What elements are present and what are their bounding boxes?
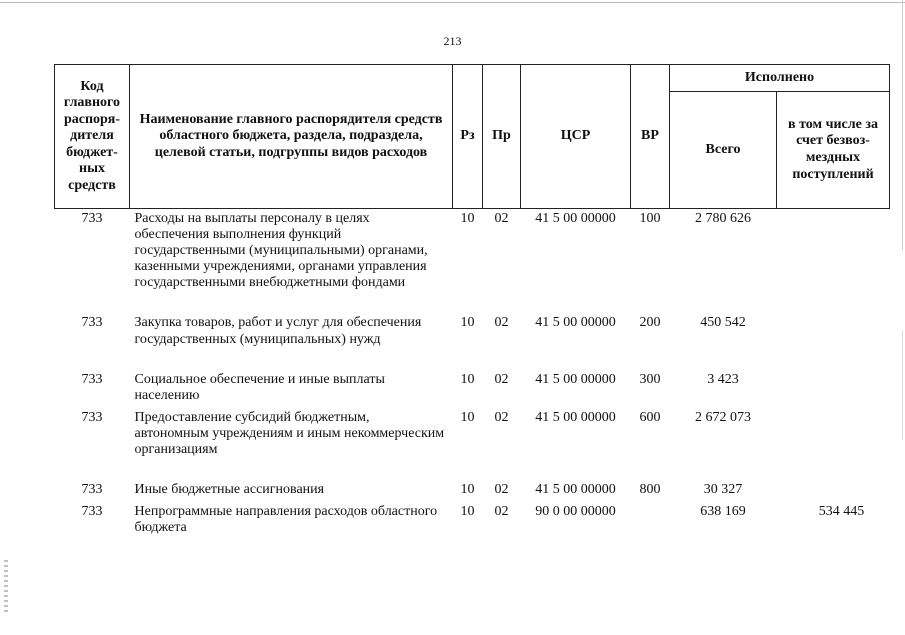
row-code: 733 — [81, 211, 103, 226]
row-code: 733 — [81, 482, 103, 498]
row-name: Непрограммные направления расходов областного бюджета — [134, 504, 438, 536]
row-vr: 200 — [639, 315, 661, 331]
row-code: 733 — [81, 315, 103, 331]
row-name: Иные бюджетные ассигнования — [134, 482, 325, 498]
row-vr: 100 — [639, 211, 661, 226]
header-total: Всего — [670, 92, 777, 209]
row-code: 733 — [81, 504, 103, 520]
row-gratis — [777, 315, 890, 371]
row-gratis — [777, 372, 890, 410]
row-name: Закупка товаров, работ и услуг для обеспечения государственных (муниципальных) нужд — [134, 315, 422, 347]
table-row — [55, 504, 890, 560]
row-gratis — [777, 482, 890, 504]
row-total: 638 169 — [700, 504, 746, 520]
table-row — [55, 315, 890, 371]
row-gratis: 534 445 — [818, 504, 865, 520]
row-vr: 300 — [639, 371, 661, 387]
row-code: 733 — [81, 409, 103, 425]
row-rz: 10 — [460, 315, 475, 331]
table-row — [55, 482, 890, 504]
table-row — [55, 209, 890, 316]
row-csr: 41 5 00 00000 — [535, 315, 616, 331]
row-pr: 02 — [494, 315, 509, 331]
scan-edge-line — [902, 330, 903, 440]
row-csr: 41 5 00 00000 — [535, 211, 616, 226]
table-row — [55, 372, 890, 410]
row-csr: 41 5 00 00000 — [535, 482, 616, 498]
row-total: 450 542 — [700, 315, 746, 331]
scan-edge-line — [0, 2, 905, 3]
row-vr: 800 — [639, 482, 661, 498]
row-name: Предоставление субсидий бюджетным, автономным учреждениям и иным некоммерческим организациям — [134, 409, 445, 458]
budget-table — [54, 64, 890, 560]
table-body — [55, 209, 890, 561]
row-csr: 41 5 00 00000 — [535, 409, 616, 425]
row-csr: 41 5 00 00000 — [535, 371, 616, 387]
row-rz: 10 — [460, 371, 475, 387]
row-csr: 90 0 00 00000 — [535, 504, 616, 520]
row-total: 30 327 — [703, 482, 743, 498]
header-csr: ЦСР — [521, 65, 631, 209]
header-vr: ВР — [631, 65, 670, 209]
row-rz: 10 — [460, 211, 475, 226]
header-name: Наименование главного распорядителя средств областного бюджета, раздела, подраздела, целевой статьи, подгруппы видов расходов — [130, 65, 453, 209]
header-code: Код главного распоря-дителя бюджет-ных средств — [55, 65, 130, 209]
row-pr: 02 — [494, 482, 509, 498]
header-gratis: в том числе за счет безвоз-мездных поступлений — [777, 92, 890, 209]
row-total: 2 672 073 — [695, 409, 751, 425]
row-vr — [631, 504, 670, 560]
table-header — [55, 65, 890, 209]
header-executed: Исполнено — [670, 65, 890, 92]
page-number: 213 — [443, 34, 462, 48]
row-pr: 02 — [494, 409, 509, 425]
row-pr: 02 — [494, 504, 509, 520]
row-pr: 02 — [494, 371, 509, 387]
row-gratis — [777, 209, 890, 316]
row-rz: 10 — [460, 409, 475, 425]
row-code: 733 — [81, 371, 103, 387]
row-total: 3 423 — [707, 371, 739, 387]
scan-artifact — [4, 560, 8, 615]
row-name: Социальное обеспечение и иные выплаты населению — [134, 371, 385, 403]
row-pr: 02 — [494, 211, 509, 226]
row-gratis — [777, 410, 890, 482]
row-name: Расходы на выплаты персоналу в целях обеспечения выполнения функций государственными (муниципальными) органами, казенными учреждениями, органами управления государственными внебюджетными фондами — [134, 211, 428, 291]
header-pr: Пр — [483, 65, 521, 209]
table-row — [55, 410, 890, 482]
header-rz: Рз — [453, 65, 483, 209]
row-total: 2 780 626 — [695, 211, 751, 226]
row-vr: 600 — [639, 409, 661, 425]
row-rz: 10 — [460, 482, 475, 498]
row-rz: 10 — [460, 504, 475, 520]
